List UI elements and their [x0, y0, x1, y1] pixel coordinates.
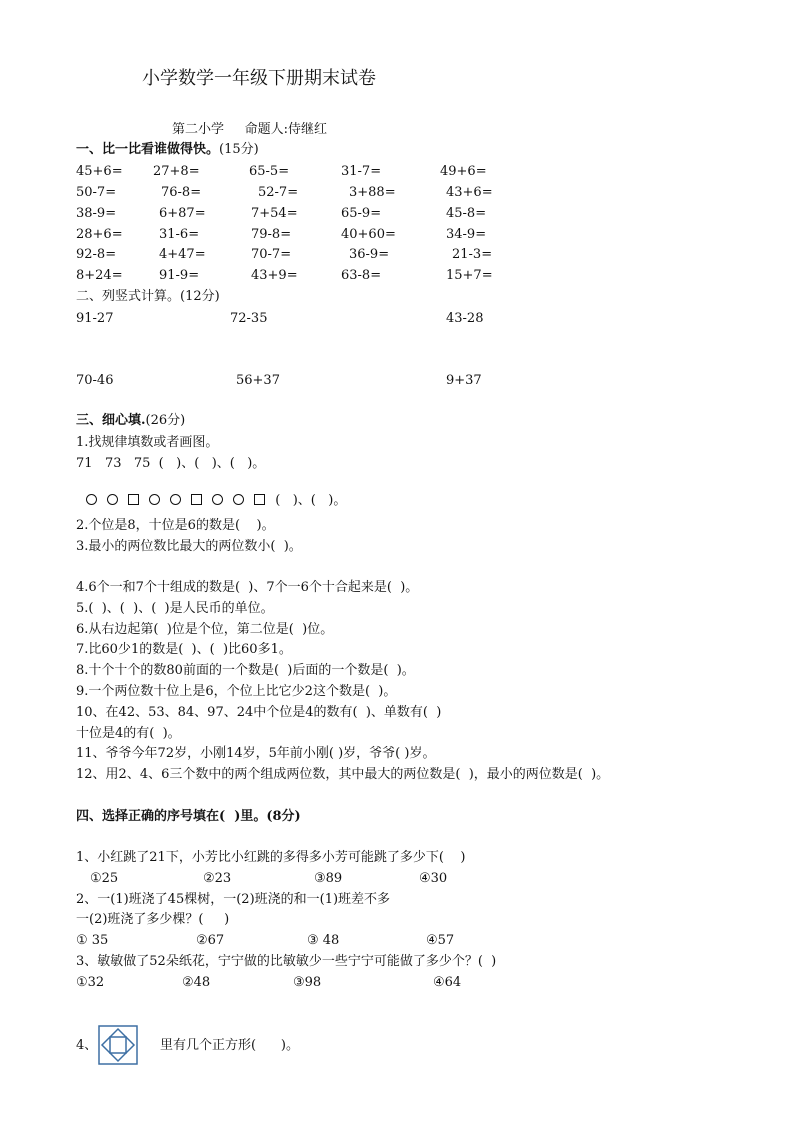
- vertical-problem: 91-27: [76, 311, 114, 326]
- option: ① 35: [76, 933, 109, 948]
- page-title: 小学数学一年级下册期末试卷: [142, 68, 376, 89]
- option: ④30: [419, 871, 448, 886]
- section1-score: (15分): [219, 142, 259, 157]
- circle-icon: [107, 494, 118, 505]
- section3-q1: 1.找规律填数或者画图。: [76, 435, 219, 450]
- problem: 43+6=: [446, 185, 493, 200]
- option: ①25: [90, 871, 119, 886]
- section3-q7: 7.比60少1的数是( )、( )比60多1。: [76, 642, 292, 657]
- circle-icon: [86, 494, 97, 505]
- section3-sequence: 71 73 75 ( )、( )、( )。: [76, 456, 266, 471]
- section1-heading: [76, 142, 259, 158]
- circle-icon: [212, 494, 223, 505]
- problem: 21-3=: [452, 247, 493, 262]
- vertical-problem: 9+37: [446, 373, 482, 388]
- problem: 63-8=: [341, 268, 382, 283]
- option: ①32: [76, 975, 105, 990]
- option: ③98: [293, 975, 322, 990]
- shape-pattern-row: [78, 477, 346, 509]
- problem: 45-8=: [446, 206, 487, 221]
- problem: 91-9=: [159, 268, 200, 283]
- problem: 70-7=: [251, 247, 292, 262]
- section4-q4-text: 里有几个正方形( )。: [160, 1038, 299, 1053]
- vertical-problem: 43-28: [446, 311, 484, 326]
- section4-score: (8分): [266, 809, 301, 824]
- problem: 50-7=: [76, 185, 117, 200]
- section3-q9: 9.一个两位数十位上是6，个位上比它少2这个数是( )。: [76, 684, 397, 699]
- vertical-problem: 70-46: [76, 373, 114, 388]
- problem: 76-8=: [161, 185, 202, 200]
- section3-q5: 5.( )、( )、( )是人民币的单位。: [76, 601, 274, 616]
- section3-q12: 12、用2、4、6三个数中的两个组成两位数，其中最大的两位数是( )，最小的两位数是( )。: [76, 767, 610, 782]
- problem: 31-7=: [341, 164, 382, 179]
- problem: 28+6=: [76, 227, 123, 242]
- option: ④57: [426, 933, 455, 948]
- circle-icon: [149, 494, 160, 505]
- section4-q4-number: 4、: [76, 1038, 98, 1053]
- section3-q11: 11、爷爷今年72岁，小刚14岁，5年前小刚( )岁，爷爷( )岁。: [76, 746, 436, 761]
- section3-q4: 4.6个一和7个十组成的数是( )、7个一6个十合起来是( )。: [76, 580, 419, 595]
- section4-q3: 3、敏敏做了52朵纸花，宁宁做的比敏敏少一些宁宁可能做了多少个？( ): [76, 954, 497, 969]
- section4-heading-text: 四、选择正确的序号填在( )里。: [76, 809, 267, 824]
- option: ②23: [203, 871, 232, 886]
- option: ③ 48: [307, 933, 340, 948]
- page-subtitle: 第二小学 命题人:侍继红: [172, 122, 328, 137]
- problem: 45+6=: [76, 164, 123, 179]
- problem: 79-8=: [251, 227, 292, 242]
- problem: 6+87=: [159, 206, 206, 221]
- problem: 38-9=: [76, 206, 117, 221]
- section3-score: (26分): [145, 413, 186, 428]
- option: ③89: [314, 871, 343, 886]
- section3-q8: 8.十个十个的数80前面的一个数是( )后面的一个数是( )。: [76, 663, 415, 678]
- problem: 34-9=: [446, 227, 487, 242]
- problem: 4+47=: [159, 247, 206, 262]
- problem: 36-9=: [349, 247, 390, 262]
- problem: 15+7=: [446, 268, 493, 283]
- problem: 92-8=: [76, 247, 117, 262]
- section3-q6: 6.从右边起第( )位是个位，第二位是( )位。: [76, 622, 334, 637]
- shape-pattern-tail: ( )、( )。: [275, 493, 347, 508]
- section3-q10: 10、在42、53、84、97、24中个位是4的数有( )、单数有( ): [76, 705, 442, 720]
- problem: 7+54=: [251, 206, 298, 221]
- option: ②48: [182, 975, 211, 990]
- section3-q3: 3.最小的两位数比最大的两位数小( )。: [76, 539, 302, 554]
- square-icon: [254, 494, 265, 505]
- section4-q1: 1、小红跳了21下，小芳比小红跳的多得多小芳可能跳了多少下( ): [76, 850, 466, 865]
- section4-heading: [76, 809, 301, 825]
- problem: 52-7=: [258, 185, 299, 200]
- section4-q2: 2、一(1)班浇了45棵树，一(2)班浇的和一(1)班差不多: [76, 892, 391, 907]
- vertical-problem: 56+37: [236, 373, 280, 388]
- problem: 65-5=: [249, 164, 290, 179]
- circle-icon: [170, 494, 181, 505]
- square-icon: [128, 494, 139, 505]
- problem: 8+24=: [76, 268, 123, 283]
- problem: 31-6=: [159, 227, 200, 242]
- section2-heading: 二、列竖式计算。(12分): [76, 289, 220, 304]
- section3-q10-cont: 十位是4的有( )。: [76, 726, 181, 741]
- problem: 43+9=: [251, 268, 298, 283]
- problem: 27+8=: [153, 164, 200, 179]
- section3-heading-text: 三、细心填.: [76, 413, 146, 428]
- problem: 40+60=: [341, 227, 396, 242]
- problem: 49+6=: [440, 164, 487, 179]
- vertical-problem: 72-35: [230, 311, 268, 326]
- option: ②67: [196, 933, 225, 948]
- problem: 3+88=: [349, 185, 396, 200]
- square-icon: [191, 494, 202, 505]
- circle-icon: [233, 494, 244, 505]
- option: ④64: [433, 975, 462, 990]
- section3-q2: 2.个位是8，十位是6的数是( )。: [76, 518, 275, 533]
- nested-squares-figure: [98, 1025, 138, 1065]
- problem: 65-9=: [341, 206, 382, 221]
- section1-heading-text: 一、比一比看谁做得快。: [76, 142, 220, 157]
- section4-q2-cont: 一(2)班浇了多少棵？( ): [76, 912, 230, 927]
- section3-heading: [76, 413, 185, 429]
